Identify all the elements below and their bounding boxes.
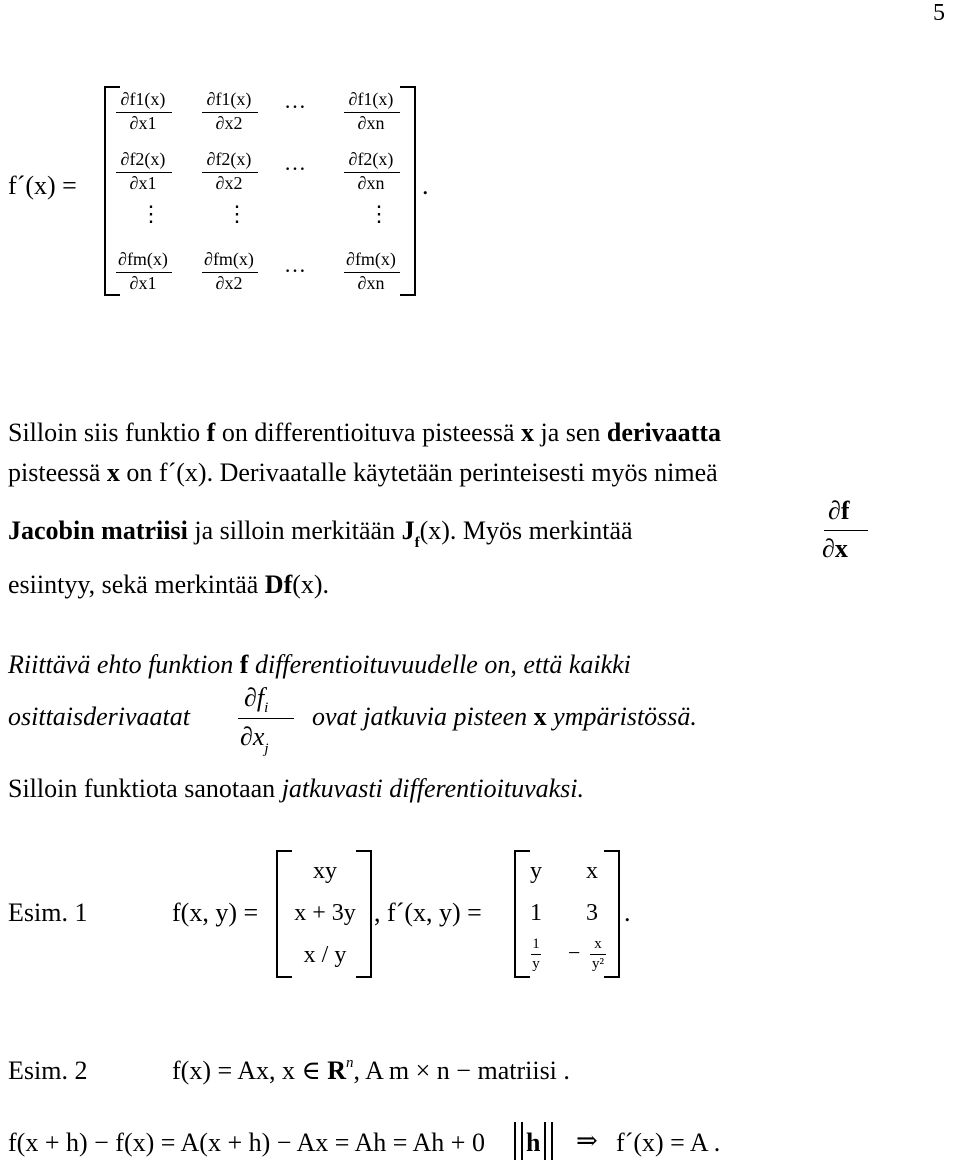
final-derivation: f(x + h) − f(x) = A(x + h) − Ax = Ah = Ah + 0 [8, 1128, 485, 1157]
matrix-entry: 1 [530, 900, 542, 926]
paragraph-1-line-1 [8, 418, 721, 448]
matrix-entry: x [586, 858, 598, 884]
entry-denominator: ∂x2 [215, 273, 243, 293]
entry-numerator: ∂f2(x) [206, 149, 252, 169]
text: . Derivaatalle käytetään perinteisesti myös nimeä [206, 458, 718, 487]
jacobian-lhs: f´(x) = [8, 171, 77, 200]
entry-numerator: ∂fm(x) [346, 249, 396, 269]
example-2-formula [172, 1056, 570, 1086]
text: esiintyy, sekä merkintää [8, 570, 265, 599]
entry-denominator: ∂x2 [215, 113, 243, 133]
entry-denominator: ∂x2 [215, 173, 243, 193]
symbol-x: x [533, 702, 547, 731]
df-numerator: ∂f [828, 496, 850, 525]
entry-numerator: ∂f1(x) [206, 89, 252, 109]
fraction-bar [238, 718, 294, 719]
entry-denominator: ∂x1 [129, 173, 157, 193]
example-1-mid: , f´(x, y) = [374, 898, 482, 927]
text: ovat jatkuvia pisteen [312, 702, 534, 731]
term-jatkuvasti: jatkuvasti differentioituvaksi. [281, 774, 585, 803]
implies-arrow: ⇒ [576, 1126, 598, 1155]
entry-denominator: ∂xn [357, 173, 385, 193]
term-jacobin-matriisi: Jacobin matriisi [8, 516, 188, 545]
period: . [422, 171, 429, 200]
vector-entry: x + 3y [294, 900, 356, 926]
paragraph-2-line-1 [8, 650, 631, 680]
entry-denominator: ∂xn [357, 113, 385, 133]
matrix-entry: 3 [586, 900, 598, 926]
subscript-j: j [264, 741, 269, 757]
text: , A m × n − matriisi . [353, 1056, 570, 1085]
vertical-ellipsis: ⋮ [368, 201, 390, 226]
entry-numerator: ∂f2(x) [120, 149, 166, 169]
subscript-i: i [264, 700, 269, 716]
text: differentioituvuudelle on, että kaikki [248, 650, 631, 679]
text: ∂x [240, 722, 265, 751]
text: Silloin funktiota sanotaan [8, 774, 282, 803]
matrix-entry: x [594, 936, 602, 952]
partial-fi [244, 683, 269, 716]
horizontal-ellipsis: … [284, 88, 306, 113]
entry-numerator: ∂f1(x) [348, 89, 394, 109]
paragraph-1-line-4 [8, 570, 329, 600]
entry-numerator: ∂f2(x) [348, 149, 394, 169]
fraction-bar [590, 954, 606, 955]
text: pisteessä [8, 458, 107, 487]
matrix-entry: 1 [532, 936, 540, 952]
term-derivaatta: derivaatta [606, 418, 722, 447]
text: Silloin siis funktio [8, 418, 207, 447]
entry-denominator: ∂xn [357, 273, 385, 293]
example-1-label: Esim. 1 [8, 898, 88, 927]
final-result: f´(x) = A . [616, 1128, 721, 1157]
text: ja silloin merkitään [187, 516, 402, 545]
symbol-x: x [521, 418, 534, 447]
norm-bars [514, 1122, 523, 1160]
entry-numerator: ∂f1(x) [120, 89, 166, 109]
symbol-Df: Df [264, 570, 293, 599]
text: on [119, 458, 159, 487]
text: (x) [419, 516, 450, 545]
symbol-h: h [526, 1128, 541, 1157]
norm-bars [544, 1122, 553, 1160]
text: ympäristössä. [546, 702, 697, 731]
example-1-lhs: f(x, y) = [172, 898, 259, 927]
matrix-entry: y² [592, 956, 604, 972]
matrix-entry: y [530, 858, 542, 884]
symbol-f-subscript: f [414, 535, 420, 551]
paragraph-2-line-2-end [312, 702, 697, 732]
paragraph-1-line-2 [8, 458, 718, 488]
text: ja sen [534, 418, 607, 447]
paragraph-1-line-3 [8, 516, 633, 551]
vector-entry: xy [313, 858, 337, 884]
entry-numerator: ∂fm(x) [118, 249, 168, 269]
text: on differentioituva pisteessä [215, 418, 521, 447]
minus-sign: − [568, 940, 581, 965]
vertical-ellipsis: ⋮ [140, 201, 162, 226]
period: . [624, 898, 631, 927]
fraction-bar [531, 954, 541, 955]
symbol-J: J [401, 516, 415, 545]
paragraph-2-line-3 [8, 774, 584, 804]
text: ∂f [244, 683, 265, 712]
text: (x). [292, 570, 330, 599]
entry-denominator: ∂x1 [129, 113, 157, 133]
text: Riittävä ehto funktion [8, 650, 240, 679]
dx-denominator: ∂x [822, 534, 848, 563]
horizontal-ellipsis: … [284, 150, 306, 175]
symbol-f: f [206, 418, 216, 447]
paragraph-2-line-2-start: osittaisderivaatat [8, 702, 190, 731]
example-2-label: Esim. 2 [8, 1056, 88, 1085]
right-bracket [400, 86, 416, 296]
fraction-bar [824, 530, 868, 531]
derivative-notation: f´(x) [158, 458, 207, 487]
vector-entry: x / y [303, 942, 347, 968]
entry-numerator: ∂fm(x) [204, 249, 254, 269]
page-number: 5 [933, 0, 945, 26]
text: f(x) = Ax, x ∈ [172, 1056, 328, 1085]
symbol-f: f [239, 650, 249, 679]
superscript-n: n [346, 1055, 354, 1071]
symbol-x: x [106, 458, 120, 487]
entry-denominator: ∂x1 [129, 273, 157, 293]
text: . Myös merkintää [449, 516, 633, 545]
vertical-ellipsis: ⋮ [226, 201, 248, 226]
partial-xj [240, 722, 269, 757]
matrix-entry: y [532, 956, 540, 972]
symbol-R: R [327, 1056, 347, 1085]
horizontal-ellipsis: … [284, 252, 306, 277]
